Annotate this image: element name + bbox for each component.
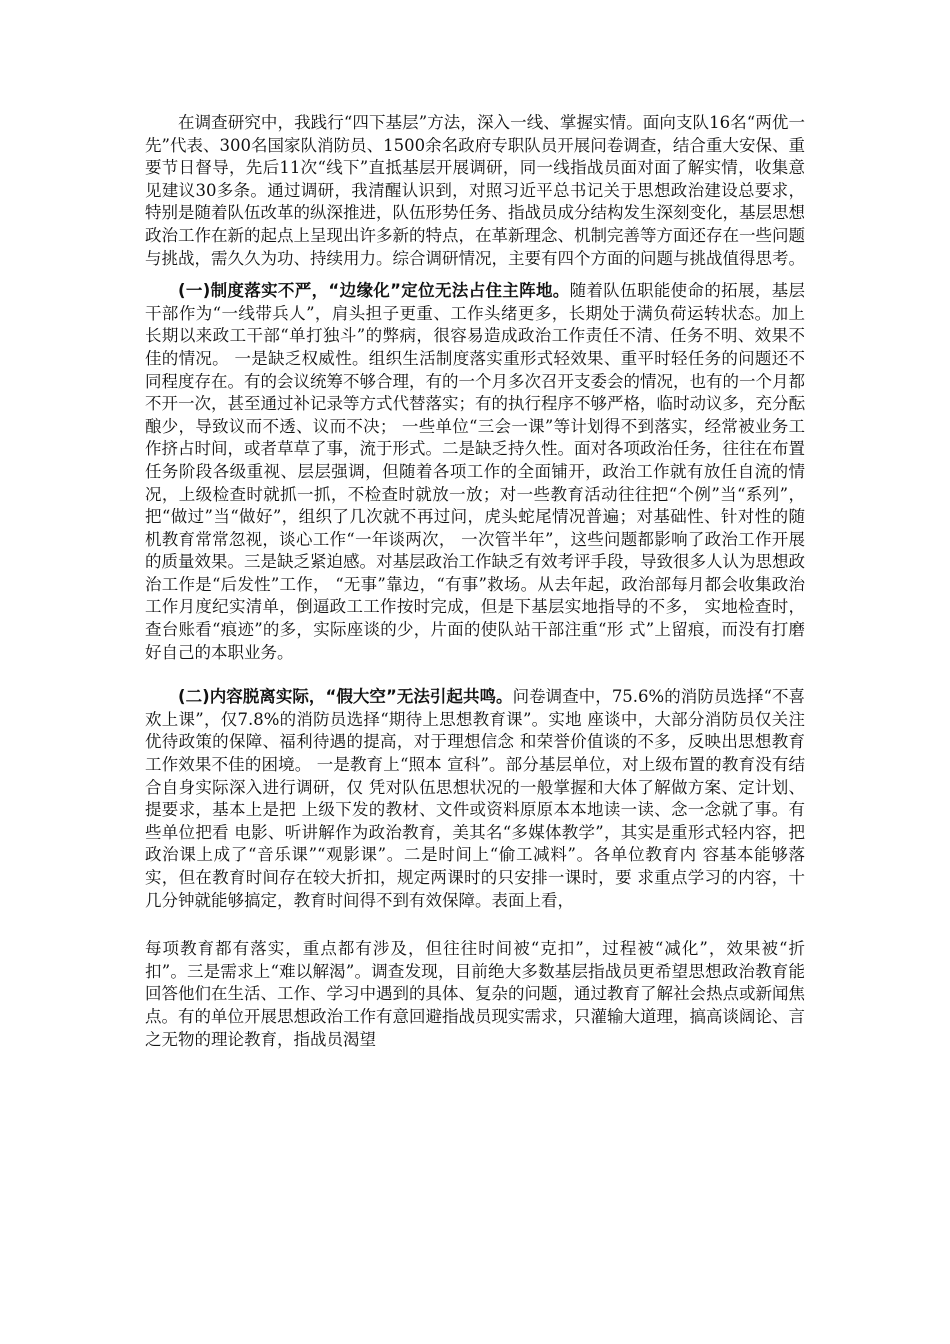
section-1-paragraph [145, 280, 805, 664]
paragraph-spacer [145, 270, 805, 280]
section-1-heading: (一)制度落实不严，“边缘化”定位无法占住主阵地。 [178, 281, 570, 301]
paragraph-spacer [145, 664, 805, 686]
section-2-heading: (二)内容脱离实际，“假大空”无法引起共鸣。 [178, 687, 513, 707]
paragraph-spacer [145, 912, 805, 938]
continuation-paragraph: 每项教育都有落实，重点都有涉及，但往往时间被“克扣”，过程被“减化”，效果被“折扣”。三是需求上“难以解渴”。调查发现，目前绝大多数基层指战员更希望思想政治教育能回答他们在生活、工作、学习中遇到的具体、复杂的问题，通过教育了解社会热点或新闻焦点。有的单位开展思想政治工作有意回避指战员现实需求，只灌输大道理，搞高谈阔论、言之无物的理论教育，指战员渴望 [145, 939, 805, 1049]
section-2-body: 问卷调查中，75.6%的消防员选择“不喜欢上课”，仅7.8%的消防员选择“期待上思想教育课”。实地 座谈中，大部分消防员仅关注优待政策的保障、福利待遇的提高，对于理想信念 和荣誉价值谈的不多，反映出思想教育工作效果不佳的困境。 一是教育上“照本 宣科”。部分基层单位，对上级布置的教育没有结合自身实际深入进行调研，仅 凭对队伍思想状况的一般掌握和大体了解做方案、定计划、提要求，基本上是把 上级下发的教材、文件或资料原原本本地读一读、念一念就了事。有些单位把看 电影、听讲解作为政治教育，美其名“多媒体教学”，其实是重形式轻内容，把 政治课上成了“音乐课”“观影课”。二是时间上“偷工减料”。各单位教育内 容基本能够落实，但在教育时间存在较大折扣，规定两课时的只安排一课时，要 求重点学习的内容，十几分钟就能够搞定，教育时间得不到有效保障。表面上看， [145, 687, 805, 910]
document-page [145, 112, 805, 1051]
intro-paragraph: 在调查研究中，我践行“四下基层”方法，深入一线、掌握实情。面向支队16名“两优一先”代表、300名国家队消防员、1500余名政府专职队员开展问卷调查，结合重大安保、重要节日督导，先后11次“线下”直抵基层开展调研，同一线指战员面对面了解实情，收集意见建议30多条。通过调研，我清醒认识到，对照习近平总书记关于思想政治建设总要求，特别是随着队伍改革的纵深推进，队伍形势任务、指战员成分结构发生深刻变化，基层思想政治工作在新的起点上呈现出许多新的特点，在革新理念、机制完善等方面还存在一些问题与挑战，需久久为功、持续用力。综合调研情况，主要有四个方面的问题与挑战值得思考。 [145, 113, 805, 268]
section-1-body: 随着队伍职能使命的拓展，基层干部作为“一线带兵人”，肩头担子更重、工作头绪更多，长期处于满负荷运转状态。加上长期以来政工干部“单打独斗”的弊病，很容易造成政治工作责任不清、任务不明、效果不佳的情况。 一是缺乏权威性。组织生活制度落实重形式轻效果、重平时轻任务的问题还不同程度存在。有的会议统筹不够合理，有的一个月多次召开支委会的情况，也有的一个月都不开一次，甚至通过补记录等方式代替落实；有的执行程序不够严格，临时动议多，充分酝酿少，导致议而不透、议而不决； 一些单位“三会一课”等计划得不到落实，经常被业务工作挤占时间，或者草草了事，流于形式。二是缺乏持久性。面对各项政治任务，往往在布置任务阶段各级重视、层层强调，但随着各项工作的全面铺开，政治工作就有放任自流的情况，上级检查时就抓一抓，不检查时就放一放；对一些教育活动往往把“个例”当“系列”，把“做过”当“做好”，组织了几次就不再过问，虎头蛇尾情况普遍；对基础性、针对性的随机教育常常忽视，谈心工作“一年谈两次， 一次管半年”，这些问题都影响了政治工作开展的质量效果。三是缺乏紧迫感。对基层政治工作缺乏有效考评手段，导致很多人认为思想政治工作是“后发性”工作， “无事”靠边，“有事”救场。从去年起，政治部每月都会收集政治工作月度纪实清单，倒逼政工工作按时完成，但是下基层实地指导的不多， 实地检查时，查台账看“痕迹”的多，实际座谈的少，片面的使队站干部注重“形 式”上留痕，而没有打磨好自己的本职业务。 [145, 281, 805, 662]
section-2-paragraph [145, 686, 805, 912]
